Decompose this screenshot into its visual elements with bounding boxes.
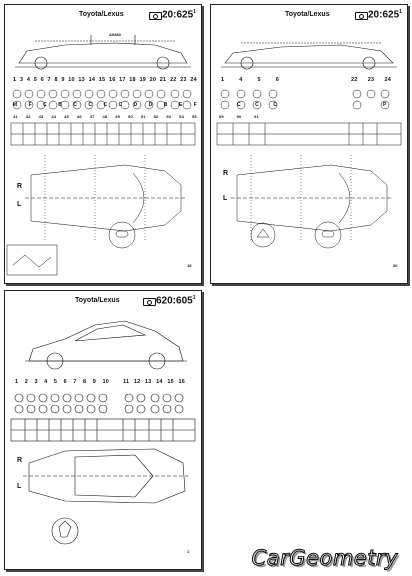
sheet-1-code: [162, 9, 196, 20]
part-number: 23: [367, 77, 375, 83]
row-letter: D: [148, 102, 153, 108]
brand-watermark: CarGeometry: [251, 546, 398, 570]
part-number: 3: [19, 77, 24, 83]
sheet-1-row-letters: [13, 102, 197, 108]
row-number: 44: [51, 114, 57, 119]
side-label-right: R: [223, 170, 229, 177]
part-number: 1: [13, 77, 17, 83]
part-number: 23: [180, 77, 187, 83]
sheet-3-code: [156, 295, 195, 306]
part-number: 4: [239, 77, 243, 83]
part-number: 17: [119, 77, 126, 83]
part-number: 24: [190, 77, 197, 83]
camera-icon: [355, 12, 368, 20]
diagram-sheet-1: [4, 4, 202, 284]
sheet-2-part-numbers-right: [351, 77, 391, 83]
row-letter: B: [163, 102, 168, 108]
row-number: 52: [153, 114, 159, 119]
row-letter: C: [237, 102, 241, 108]
diagram-sheet-3: [4, 290, 202, 570]
sheet-1-title: Toyota/Lexus: [79, 11, 124, 18]
row-number: 50: [128, 114, 133, 119]
diagram-sheet-2: [210, 4, 408, 284]
sheet-3-code-sup: 1: [192, 295, 196, 301]
page-number: 20: [393, 263, 398, 268]
part-number: 6: [275, 77, 279, 83]
page-number: 19: [187, 263, 192, 268]
sheet-2-part-numbers-left: [221, 77, 279, 83]
part-number: 10: [102, 379, 109, 385]
row-letter: C: [273, 102, 277, 108]
sheet-2-code: [368, 9, 402, 20]
row-letter: C: [118, 102, 123, 108]
page-number: 1: [187, 549, 190, 554]
row-number: 45: [64, 114, 69, 119]
part-number: 9: [61, 77, 65, 83]
part-number: 15: [98, 77, 106, 83]
row-number: 42: [25, 114, 31, 119]
part-number: 11: [123, 379, 130, 385]
row-number: 41: [13, 114, 18, 119]
row-number: 49: [115, 114, 121, 119]
part-number: 16: [178, 379, 185, 385]
sheet-3-title: Toyota/Lexus: [75, 297, 120, 304]
part-number: 5: [53, 379, 58, 385]
part-number: 8: [83, 379, 87, 385]
sheet-1-code-sup: 1: [193, 9, 196, 15]
part-number: 13: [145, 379, 152, 385]
row-number: 54: [179, 114, 185, 119]
sheet-3-part-numbers-left: [15, 379, 109, 385]
part-number: 19: [139, 77, 146, 83]
part-number: 20: [149, 77, 157, 83]
row-number: 89: [219, 114, 224, 119]
side-label-left: L: [223, 195, 228, 202]
part-number: 9: [92, 379, 97, 385]
side-label-left: L: [17, 483, 22, 490]
sheet-3-code-value: 620:605: [156, 295, 193, 307]
part-number: 18: [129, 77, 136, 83]
sheet-3-part-numbers-right: [123, 379, 185, 385]
sheet-2-row-numbers: [219, 114, 259, 119]
row-number: 55: [191, 114, 197, 119]
sheet-2-code-value: 20:625: [368, 9, 400, 21]
dimension-label: A9380: [109, 32, 121, 37]
sheet-2-title: Toyota/Lexus: [285, 11, 330, 18]
part-number: 13: [78, 77, 85, 83]
row-letter: F: [28, 102, 32, 108]
row-number: 43: [38, 114, 44, 119]
sheet-3-drawing: [5, 291, 201, 569]
part-number: 5: [257, 77, 261, 83]
row-letter: F: [193, 102, 197, 108]
sheet-2-code-sup: 1: [399, 9, 402, 15]
camera-icon: [143, 298, 156, 306]
part-number: 1: [15, 379, 19, 385]
part-number: 3: [34, 379, 38, 385]
part-number: 6: [63, 379, 67, 385]
part-number: 14: [88, 77, 96, 83]
sheet-1-row-numbers: [13, 114, 197, 119]
row-letter: E: [178, 102, 183, 108]
row-letter: C: [88, 102, 93, 108]
row-number: 47: [89, 114, 95, 119]
part-number: 4: [44, 379, 48, 385]
row-letter: C: [255, 102, 259, 108]
row-letter: C: [43, 102, 47, 108]
part-number: 24: [384, 77, 391, 83]
row-letter: C: [73, 102, 78, 108]
part-number: 2: [24, 379, 28, 385]
row-letter: D: [133, 102, 138, 108]
part-number: 7: [47, 77, 51, 83]
part-number: 8: [54, 77, 58, 83]
row-number: 91: [254, 114, 259, 119]
part-number: 10: [68, 77, 75, 83]
part-number: 15: [167, 379, 174, 385]
row-letter: B: [58, 102, 63, 108]
part-number: 7: [73, 379, 77, 385]
row-letter: C: [103, 102, 108, 108]
part-number: 22: [351, 77, 358, 83]
sheet-1-drawing: [5, 5, 201, 283]
part-number: 1: [221, 77, 225, 83]
row-number: 51: [140, 114, 146, 119]
row-number: 53: [166, 114, 172, 119]
sheet-1-code-value: 20:625: [162, 9, 194, 21]
part-number: 4: [26, 77, 31, 83]
side-label-left: L: [17, 201, 22, 208]
part-number: 22: [169, 77, 177, 83]
part-number: 5: [33, 77, 37, 83]
row-number: 90: [236, 114, 242, 119]
row-number: 46: [76, 114, 82, 119]
sheet-2-drawing: [211, 5, 407, 283]
part-number: 12: [133, 379, 141, 385]
camera-icon: [149, 12, 162, 20]
row-number: 48: [102, 114, 108, 119]
part-number: 21: [159, 77, 167, 83]
row-letter: P: [383, 102, 387, 108]
row-letter: M: [13, 102, 18, 108]
part-number: 16: [108, 77, 116, 83]
side-label-right: R: [17, 457, 23, 464]
part-number: 6: [40, 77, 44, 83]
sheet-2-row-letters: [237, 102, 277, 108]
sheet-1-part-numbers: [13, 77, 197, 83]
side-label-right: R: [17, 183, 23, 190]
part-number: 14: [156, 379, 163, 385]
